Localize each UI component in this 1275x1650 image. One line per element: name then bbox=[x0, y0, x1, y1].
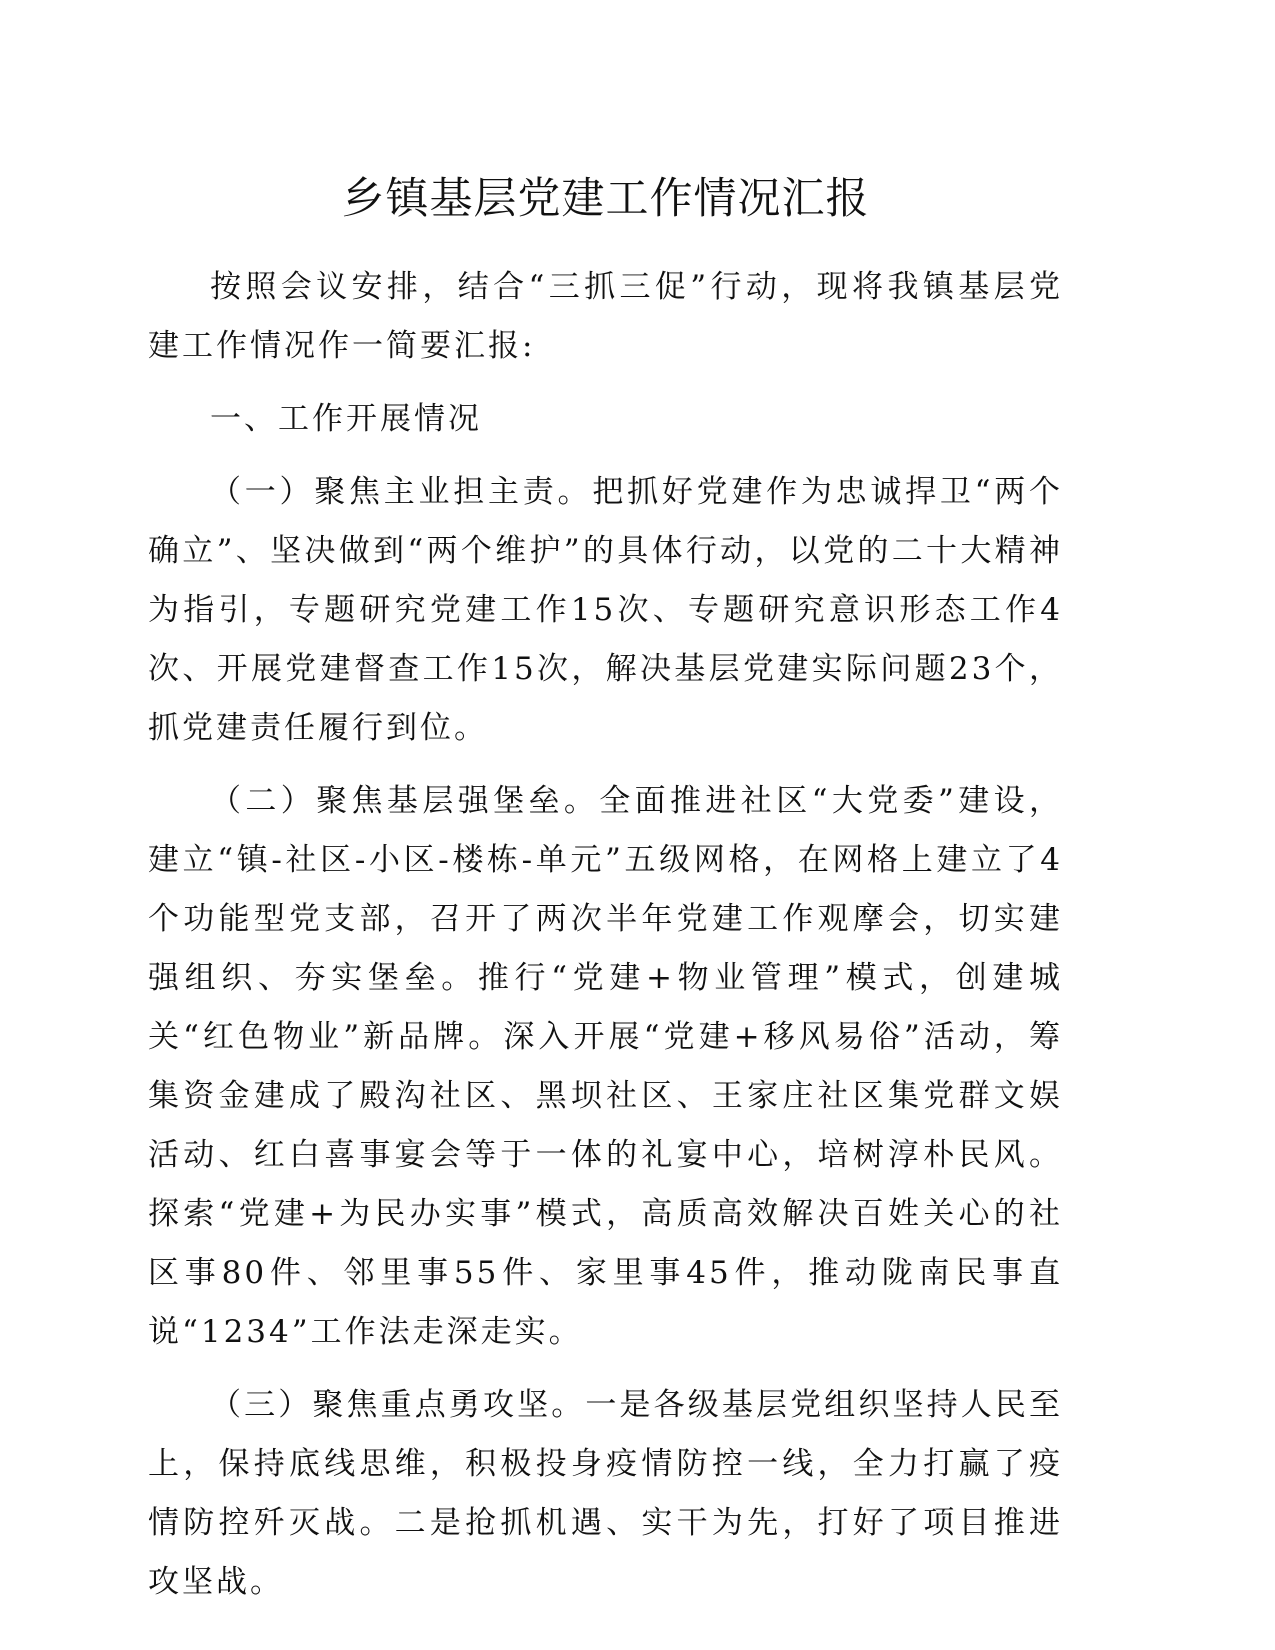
intro-paragraph: 按照会议安排，结合“三抓三促”行动，现将我镇基层党建工作情况作一简要汇报: bbox=[148, 269, 1063, 364]
body-paragraph: （三）聚焦重点勇攻坚。一是各级基层党组织坚持人民至上，保持底线思维，积极投身疫情防控一线，全力打赢了疫情防控歼灭战。二是抢抓机遇、实干为先，打好了项目推进攻坚战。 bbox=[148, 1387, 1063, 1600]
section-heading: 一、工作开展情况 bbox=[210, 401, 482, 437]
document-title: 乡镇基层党建工作情况汇报 bbox=[341, 174, 870, 224]
body-paragraph: （一）聚焦主业担主责。把抓好党建作为忠诚捍卫“两个确立”、坚决做到“两个维护”的具体行动，以党的二十大精神为指引，专题研究党建工作15次、专题研究意识形态工作4次、开展党建督查工作15次，解决基层党建实际问题23个，抓党建责任履行到位。 bbox=[148, 474, 1063, 746]
document-page bbox=[148, 168, 1063, 1612]
body-paragraph: （二）聚焦基层强堡垒。全面推进社区“大党委”建设，建立“镇-社区-小区-楼栋-单元”五级网格，在网格上建立了4个功能型党支部，召开了两次半年党建工作观摩会，切实建强组织、夯实堡垒。推行“党建+物业管理”模式，创建城关“红色物业”新品牌。深入开展“党建+移风易俗”活动，筹集资金建成了殿沟社区、黑坝社区、王家庄社区集党群文娱活动、红白喜事宴会等于一体的礼宴中心，培树淳朴民风。探索“党建+为民办实事”模式，高质高效解决百姓关心的社区事80件、邻里事55件、家里事45件，推动陇南民事直说“1234”工作法走深走实。 bbox=[148, 783, 1063, 1350]
